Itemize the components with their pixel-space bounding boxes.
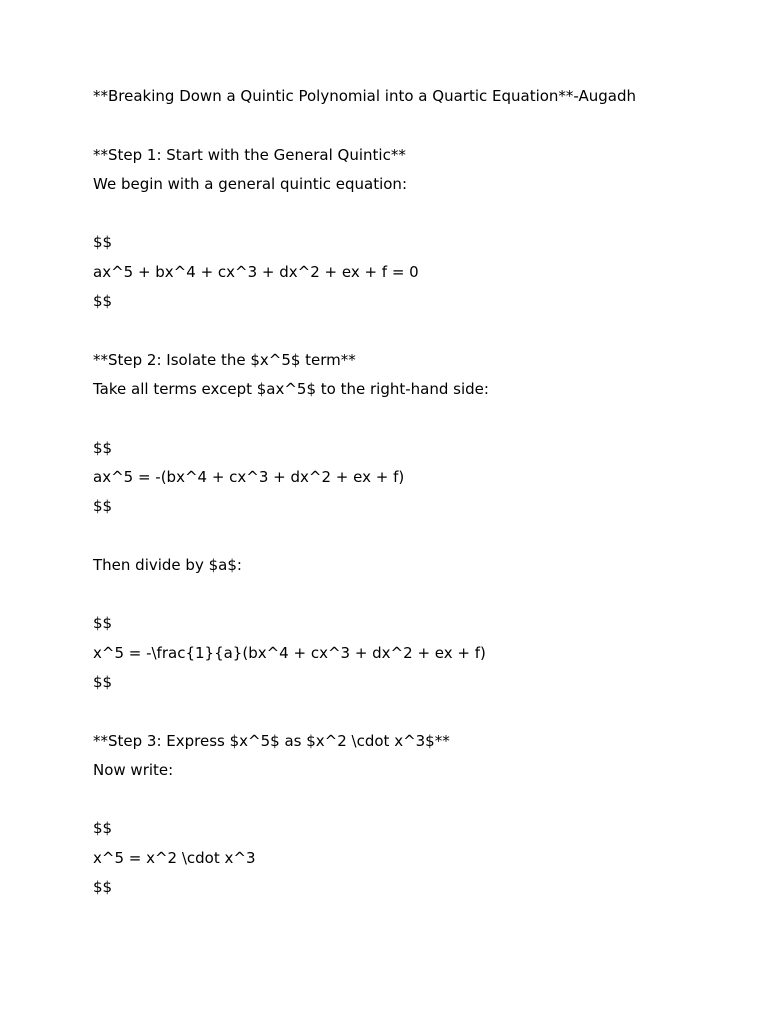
math-delimiter: $$: [93, 614, 113, 633]
blank-line: [93, 115, 733, 144]
blank-line: [93, 525, 733, 554]
equation-text: ax^5 + bx^4 + cx^3 + dx^2 + ex + f = 0: [93, 262, 419, 281]
step-1-heading: **Step 1: Start with the General Quintic**: [93, 145, 406, 164]
math-delimiter: $$: [93, 438, 113, 457]
math-delimiter: $$: [93, 672, 113, 691]
equation-text: x^5 = x^2 \cdot x^3: [93, 848, 256, 867]
step-2-heading: **Step 2: Isolate the $x^5$ term**: [93, 350, 356, 369]
math-delimiter: $$: [93, 878, 113, 897]
document-title: **Breaking Down a Quintic Polynomial into a Quartic Equation**-Augadh: [93, 87, 637, 105]
blank-line: [93, 584, 733, 613]
paragraph-text: Then divide by $a$:: [93, 555, 242, 574]
math-delimiter: $$: [93, 292, 113, 311]
blank-line: [93, 701, 733, 730]
blank-line: [93, 320, 733, 349]
equation-text: ax^5 = -(bx^4 + cx^3 + dx^2 + ex + f): [93, 467, 405, 486]
math-delimiter: $$: [93, 497, 113, 516]
paragraph-text: Now write:: [93, 760, 174, 779]
step-3-heading: **Step 3: Express $x^5$ as $x^2 \cdot x^3$**: [93, 731, 450, 750]
blank-line: [93, 789, 733, 818]
blank-line: [93, 408, 733, 437]
paragraph-text: Take all terms except $ax^5$ to the right-hand side:: [93, 379, 489, 398]
document-page: [93, 86, 733, 906]
math-delimiter: $$: [93, 819, 113, 838]
paragraph-text: We begin with a general quintic equation:: [93, 174, 407, 193]
math-delimiter: $$: [93, 233, 113, 252]
blank-line: [93, 203, 733, 232]
equation-text: x^5 = -\frac{1}{a}(bx^4 + cx^3 + dx^2 + ex + f): [93, 643, 486, 662]
